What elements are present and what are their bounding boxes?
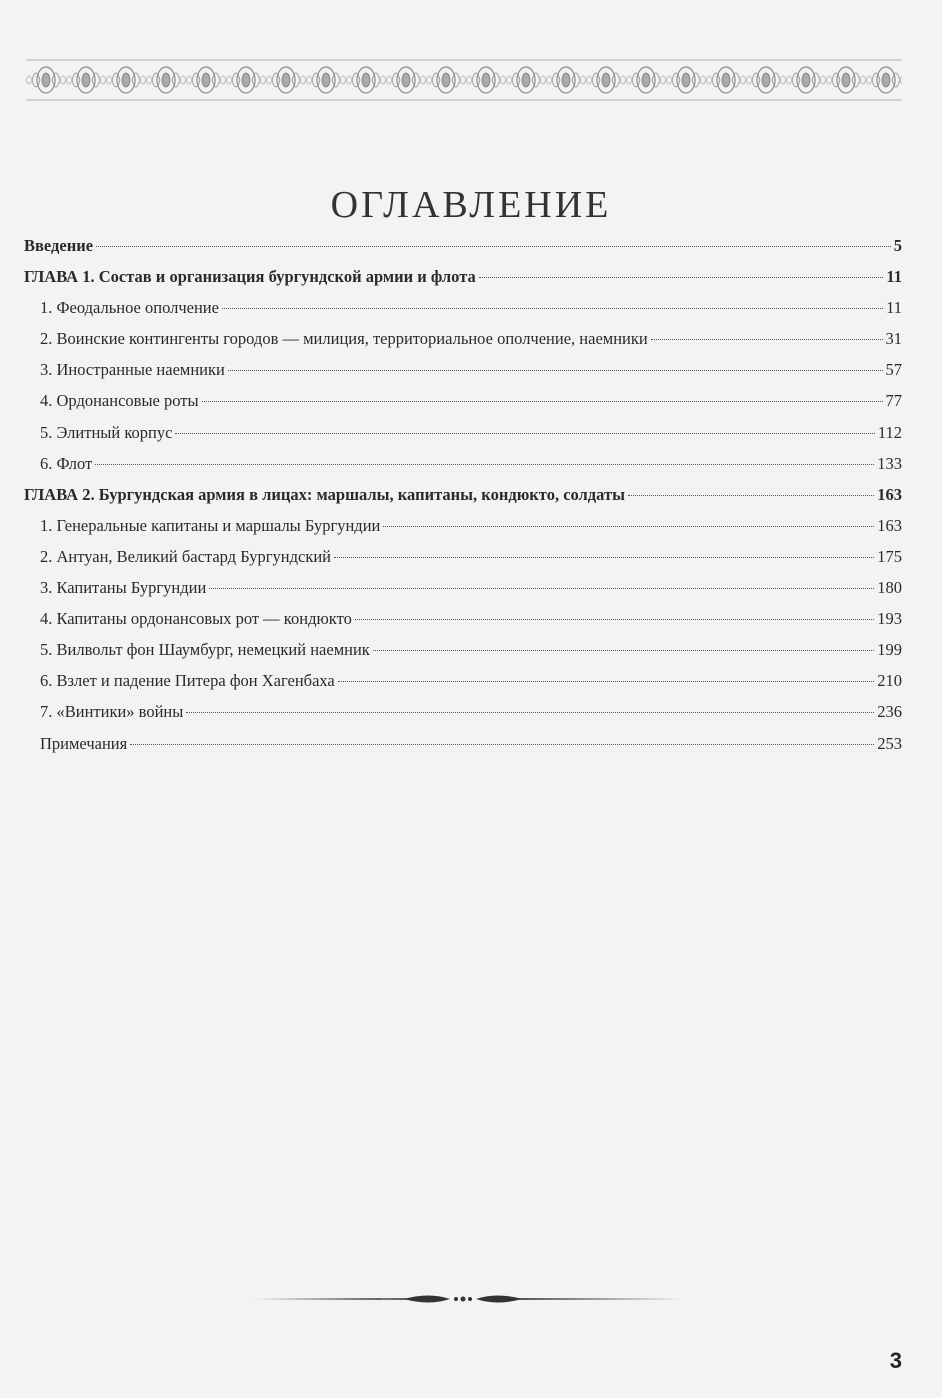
toc-entry-page: 236 (877, 702, 902, 722)
toc-dot-leader (479, 277, 884, 278)
toc-entry-page: 77 (885, 391, 902, 411)
toc-dot-leader (202, 401, 883, 402)
toc-entry-label: 3. Иностранные наемники (40, 360, 225, 380)
toc-entry-label: 1. Феодальное ополчение (40, 298, 219, 318)
toc-dot-leader (228, 370, 883, 371)
toc-entry-page: 163 (877, 484, 902, 504)
toc-entry (24, 578, 902, 609)
toc-entry (24, 360, 902, 391)
toc-entry-page: 11 (886, 298, 902, 318)
toc-entry (24, 702, 902, 733)
toc-entry-label: 3. Капитаны Бургундии (40, 578, 207, 598)
toc-entry (24, 391, 902, 422)
toc-entry-page: 175 (877, 546, 902, 566)
page-title: ОГЛАВЛЕНИЕ (330, 184, 612, 227)
toc-entry-label: 5. Элитный корпус (40, 422, 173, 442)
toc-entry-label: Примечания (40, 733, 128, 753)
toc-dot-leader (338, 681, 875, 682)
toc-entry-label: 6. Взлет и падение Питера фон Хагенбаха (40, 671, 335, 691)
toc-entry-label: ГЛАВА 1. Состав и организация бургундской армии и флота (24, 267, 476, 287)
toc-entry-page: 180 (877, 578, 902, 598)
toc-entry-page: 193 (877, 609, 902, 629)
toc-dot-leader (95, 464, 874, 465)
toc-entry (24, 671, 902, 702)
toc-entry-label: 4. Капитаны ордонансовых рот — кондюкто (40, 609, 352, 629)
toc-entry (24, 485, 902, 516)
toc-entry (24, 640, 902, 671)
toc-entry (24, 734, 902, 765)
toc-entry-page: 163 (877, 515, 902, 535)
toc-entry (24, 329, 902, 360)
toc-dot-leader (222, 308, 883, 309)
toc-entry-page: 31 (885, 329, 902, 349)
toc-entry (24, 609, 902, 640)
table-of-contents (24, 236, 902, 765)
toc-entry-page: 11 (886, 267, 902, 287)
toc-entry-page: 57 (885, 360, 902, 380)
toc-dot-leader (334, 557, 874, 558)
toc-dot-leader (175, 433, 874, 434)
toc-dot-leader (130, 744, 874, 745)
toc-entry (24, 298, 902, 329)
bottom-decorative-rule (244, 1288, 682, 1310)
toc-dot-leader (209, 588, 874, 589)
toc-entry-label: 2. Антуан, Великий бастард Бургундский (40, 546, 332, 566)
toc-dot-leader (96, 246, 891, 247)
page-number: 3 (889, 1348, 902, 1373)
toc-dot-leader (383, 526, 874, 527)
toc-entry (24, 547, 902, 578)
toc-entry (24, 267, 902, 298)
toc-entry-page: 112 (877, 422, 902, 442)
toc-dot-leader (628, 495, 874, 496)
toc-entry-label: 7. «Винтики» войны (40, 702, 184, 722)
toc-entry-page: 253 (877, 733, 902, 753)
toc-entry-label: 2. Воинские контингенты городов — милиция, территориальное ополчение, наемники (40, 329, 648, 349)
toc-entry-label: 4. Ордонансовые роты (40, 391, 199, 411)
toc-entry-page: 5 (893, 236, 902, 255)
top-ornament-border (26, 58, 902, 102)
toc-entry-label: ГЛАВА 2. Бургундская армия в лицах: маршалы, капитаны, кондюкто, солдаты (24, 484, 625, 504)
toc-entry (24, 423, 902, 454)
toc-entry (24, 236, 902, 267)
toc-dot-leader (355, 619, 874, 620)
toc-entry (24, 454, 902, 485)
toc-entry (24, 516, 902, 547)
toc-entry-label: 1. Генеральные капитаны и маршалы Бургундии (40, 515, 381, 535)
toc-dot-leader (373, 650, 874, 651)
toc-entry-label: 6. Флот (40, 453, 93, 473)
toc-dot-leader (651, 339, 883, 340)
toc-entry-page: 133 (877, 453, 902, 473)
toc-entry-label: Введение (24, 236, 94, 255)
toc-entry-page: 199 (877, 640, 902, 660)
toc-dot-leader (186, 712, 874, 713)
toc-entry-label: 5. Вилвольт фон Шаумбург, немецкий наемник (40, 640, 370, 660)
toc-entry-page: 210 (877, 671, 902, 691)
